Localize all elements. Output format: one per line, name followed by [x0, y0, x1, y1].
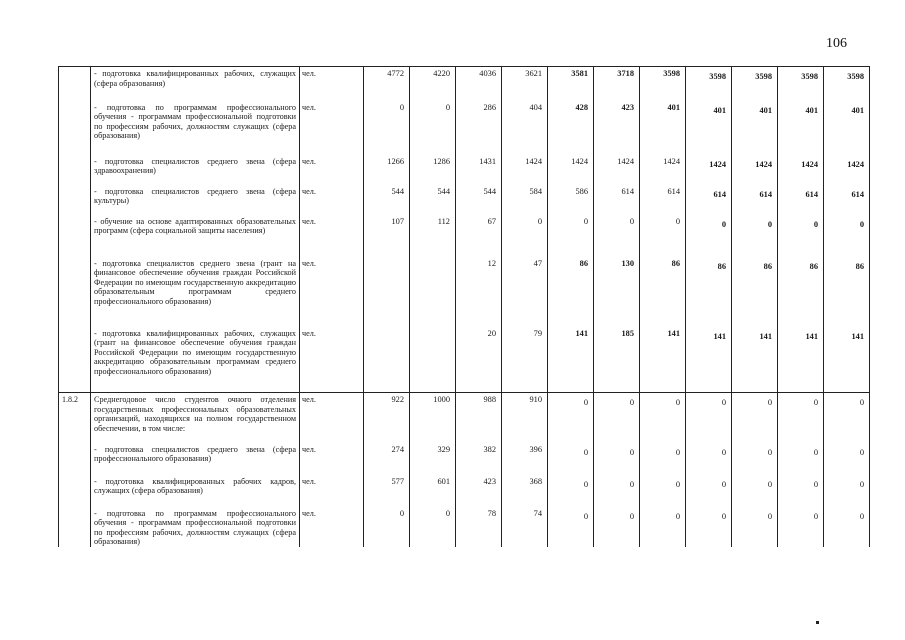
value-cell: 0 — [594, 393, 640, 443]
value-cell: 1266 — [364, 155, 410, 185]
value-cell: 0 — [364, 507, 410, 547]
value-cell: 614 — [686, 185, 732, 215]
value-cell: 141 — [778, 327, 824, 393]
table-row — [59, 257, 870, 327]
value-cell: 401 — [824, 101, 870, 155]
table-row — [59, 101, 870, 155]
table-row — [59, 507, 870, 547]
value-cell: 601 — [410, 475, 456, 507]
value-cell: 0 — [824, 393, 870, 443]
value-cell: 86 — [640, 257, 686, 327]
value-cell: 401 — [732, 101, 778, 155]
value-cell: 1286 — [410, 155, 456, 185]
row-number — [59, 215, 91, 257]
row-number — [59, 475, 91, 507]
value-cell: 112 — [410, 215, 456, 257]
indicator-description: Среднегодовое число студентов очного отделения государственных профессиональных образовательных организаций, находящихся на полном государственном обеспечении, в том числе: — [91, 393, 300, 443]
row-number: 1.8.2 — [59, 393, 91, 443]
value-cell: 0 — [364, 101, 410, 155]
value-cell: 20 — [456, 327, 502, 393]
value-cell: 1424 — [640, 155, 686, 185]
value-cell: 0 — [778, 507, 824, 547]
value-cell: 0 — [548, 215, 594, 257]
value-cell: 3598 — [824, 67, 870, 101]
value-cell: 67 — [456, 215, 502, 257]
value-cell: 0 — [732, 475, 778, 507]
value-cell: 614 — [778, 185, 824, 215]
unit-cell: чел. — [300, 215, 364, 257]
indicator-description: - обучение на основе адаптированных образовательных программ (сфера социальной защиты населения) — [91, 215, 300, 257]
value-cell: 0 — [732, 443, 778, 475]
table-row — [59, 327, 870, 393]
unit-cell: чел. — [300, 67, 364, 101]
value-cell: 86 — [824, 257, 870, 327]
indicator-description: - подготовка специалистов среднего звена (сфера здравоохранения) — [91, 155, 300, 185]
page-number: 106 — [826, 36, 847, 51]
indicator-description: - подготовка квалифицированных рабочих, служащих (сфера образования) — [91, 67, 300, 101]
row-number — [59, 67, 91, 101]
value-cell: 0 — [778, 393, 824, 443]
value-cell: 401 — [686, 101, 732, 155]
value-cell: 0 — [410, 101, 456, 155]
indicator-description: - подготовка специалистов среднего звена (грант на финансовое обеспечение обучения граждан Российской Федерации по имеющим государственную аккредитацию образовательным программам среднего профессионального образования) — [91, 257, 300, 327]
value-cell: 12 — [456, 257, 502, 327]
value-cell: 0 — [548, 475, 594, 507]
table-row — [59, 475, 870, 507]
value-cell: 0 — [594, 443, 640, 475]
table-row — [59, 185, 870, 215]
value-cell: 0 — [686, 507, 732, 547]
value-cell: 141 — [824, 327, 870, 393]
value-cell: 3718 — [594, 67, 640, 101]
value-cell: 141 — [640, 327, 686, 393]
value-cell — [410, 257, 456, 327]
value-cell: 0 — [640, 393, 686, 443]
value-cell: 910 — [502, 393, 548, 443]
value-cell: 0 — [778, 443, 824, 475]
value-cell: 1424 — [778, 155, 824, 185]
value-cell: 86 — [548, 257, 594, 327]
value-cell: 0 — [778, 475, 824, 507]
value-cell: 86 — [778, 257, 824, 327]
row-number — [59, 101, 91, 155]
value-cell: 0 — [640, 215, 686, 257]
value-cell: 0 — [824, 443, 870, 475]
value-cell: 586 — [548, 185, 594, 215]
table-row — [59, 393, 870, 443]
value-cell: 0 — [732, 393, 778, 443]
value-cell: 0 — [778, 215, 824, 257]
value-cell: 584 — [502, 185, 548, 215]
value-cell: 401 — [778, 101, 824, 155]
value-cell: 4772 — [364, 67, 410, 101]
row-number — [59, 257, 91, 327]
value-cell: 1424 — [686, 155, 732, 185]
row-number — [59, 185, 91, 215]
value-cell: 0 — [548, 507, 594, 547]
value-cell: 86 — [686, 257, 732, 327]
value-cell: 614 — [594, 185, 640, 215]
unit-cell: чел. — [300, 257, 364, 327]
value-cell: 47 — [502, 257, 548, 327]
value-cell: 404 — [502, 101, 548, 155]
value-cell: 329 — [410, 443, 456, 475]
value-cell: 423 — [594, 101, 640, 155]
unit-cell: чел. — [300, 393, 364, 443]
value-cell: 1424 — [732, 155, 778, 185]
value-cell: 0 — [732, 215, 778, 257]
value-cell: 3598 — [732, 67, 778, 101]
unit-cell: чел. — [300, 101, 364, 155]
value-cell: 3598 — [778, 67, 824, 101]
value-cell — [364, 327, 410, 393]
value-cell: 1424 — [824, 155, 870, 185]
indicator-description: - подготовка по программам профессионального обучения - программам профессиональной подготовки по профессиям рабочих, должностям служащих (сфера образования) — [91, 507, 300, 547]
row-number — [59, 507, 91, 547]
value-cell: 3621 — [502, 67, 548, 101]
value-cell: 614 — [824, 185, 870, 215]
row-number — [59, 155, 91, 185]
row-number — [59, 443, 91, 475]
value-cell: 0 — [686, 475, 732, 507]
table-row — [59, 67, 870, 101]
unit-cell: чел. — [300, 507, 364, 547]
value-cell: 3581 — [548, 67, 594, 101]
value-cell: 0 — [594, 507, 640, 547]
value-cell: 141 — [548, 327, 594, 393]
value-cell: 107 — [364, 215, 410, 257]
row-number — [59, 327, 91, 393]
value-cell: 141 — [686, 327, 732, 393]
unit-cell: чел. — [300, 185, 364, 215]
table-row — [59, 443, 870, 475]
value-cell: 74 — [502, 507, 548, 547]
table-row — [59, 215, 870, 257]
value-cell: 0 — [686, 393, 732, 443]
value-cell: 988 — [456, 393, 502, 443]
value-cell: 1000 — [410, 393, 456, 443]
value-cell: 577 — [364, 475, 410, 507]
value-cell: 1431 — [456, 155, 502, 185]
value-cell: 544 — [410, 185, 456, 215]
value-cell: 423 — [456, 475, 502, 507]
value-cell: 286 — [456, 101, 502, 155]
value-cell: 0 — [548, 443, 594, 475]
value-cell: 614 — [732, 185, 778, 215]
value-cell: 0 — [410, 507, 456, 547]
indicator-description: - подготовка квалифицированных рабочих, служащих (грант на финансовое обеспечение обучения граждан Российской Федерации по имеющим государственную аккредитацию образовательным программам среднего профессионального образования) — [91, 327, 300, 393]
value-cell — [410, 327, 456, 393]
value-cell: 428 — [548, 101, 594, 155]
value-cell: 0 — [594, 475, 640, 507]
scan-speck — [816, 621, 819, 624]
value-cell: 396 — [502, 443, 548, 475]
value-cell: 614 — [640, 185, 686, 215]
indicator-table — [58, 66, 870, 547]
value-cell: 4220 — [410, 67, 456, 101]
unit-cell: чел. — [300, 155, 364, 185]
value-cell: 3598 — [686, 67, 732, 101]
value-cell: 0 — [824, 475, 870, 507]
value-cell — [364, 257, 410, 327]
value-cell: 185 — [594, 327, 640, 393]
value-cell: 130 — [594, 257, 640, 327]
value-cell: 0 — [824, 215, 870, 257]
value-cell: 1424 — [548, 155, 594, 185]
indicator-description: - подготовка специалистов среднего звена (сфера профессионального образования) — [91, 443, 300, 475]
value-cell: 0 — [640, 443, 686, 475]
unit-cell: чел. — [300, 475, 364, 507]
value-cell: 3598 — [640, 67, 686, 101]
indicator-description: - подготовка специалистов среднего звена (сфера культуры) — [91, 185, 300, 215]
unit-cell: чел. — [300, 327, 364, 393]
value-cell: 0 — [686, 443, 732, 475]
value-cell: 544 — [364, 185, 410, 215]
indicator-description: - подготовка по программам профессионального обучения - программам профессиональной подготовки по профессиям рабочих, должностям служащих (сфера образования) — [91, 101, 300, 155]
value-cell: 79 — [502, 327, 548, 393]
value-cell: 382 — [456, 443, 502, 475]
value-cell: 368 — [502, 475, 548, 507]
value-cell: 0 — [686, 215, 732, 257]
table-row — [59, 155, 870, 185]
value-cell: 544 — [456, 185, 502, 215]
value-cell: 401 — [640, 101, 686, 155]
value-cell: 78 — [456, 507, 502, 547]
value-cell: 0 — [594, 215, 640, 257]
indicator-description: - подготовка квалифицированных рабочих кадров, служащих (сфера образования) — [91, 475, 300, 507]
value-cell: 274 — [364, 443, 410, 475]
unit-cell: чел. — [300, 443, 364, 475]
value-cell: 0 — [640, 507, 686, 547]
value-cell: 86 — [732, 257, 778, 327]
value-cell: 0 — [502, 215, 548, 257]
value-cell: 922 — [364, 393, 410, 443]
value-cell: 0 — [640, 475, 686, 507]
value-cell: 1424 — [594, 155, 640, 185]
value-cell: 0 — [548, 393, 594, 443]
value-cell: 4036 — [456, 67, 502, 101]
value-cell: 0 — [732, 507, 778, 547]
value-cell: 1424 — [502, 155, 548, 185]
value-cell: 141 — [732, 327, 778, 393]
value-cell: 0 — [824, 507, 870, 547]
